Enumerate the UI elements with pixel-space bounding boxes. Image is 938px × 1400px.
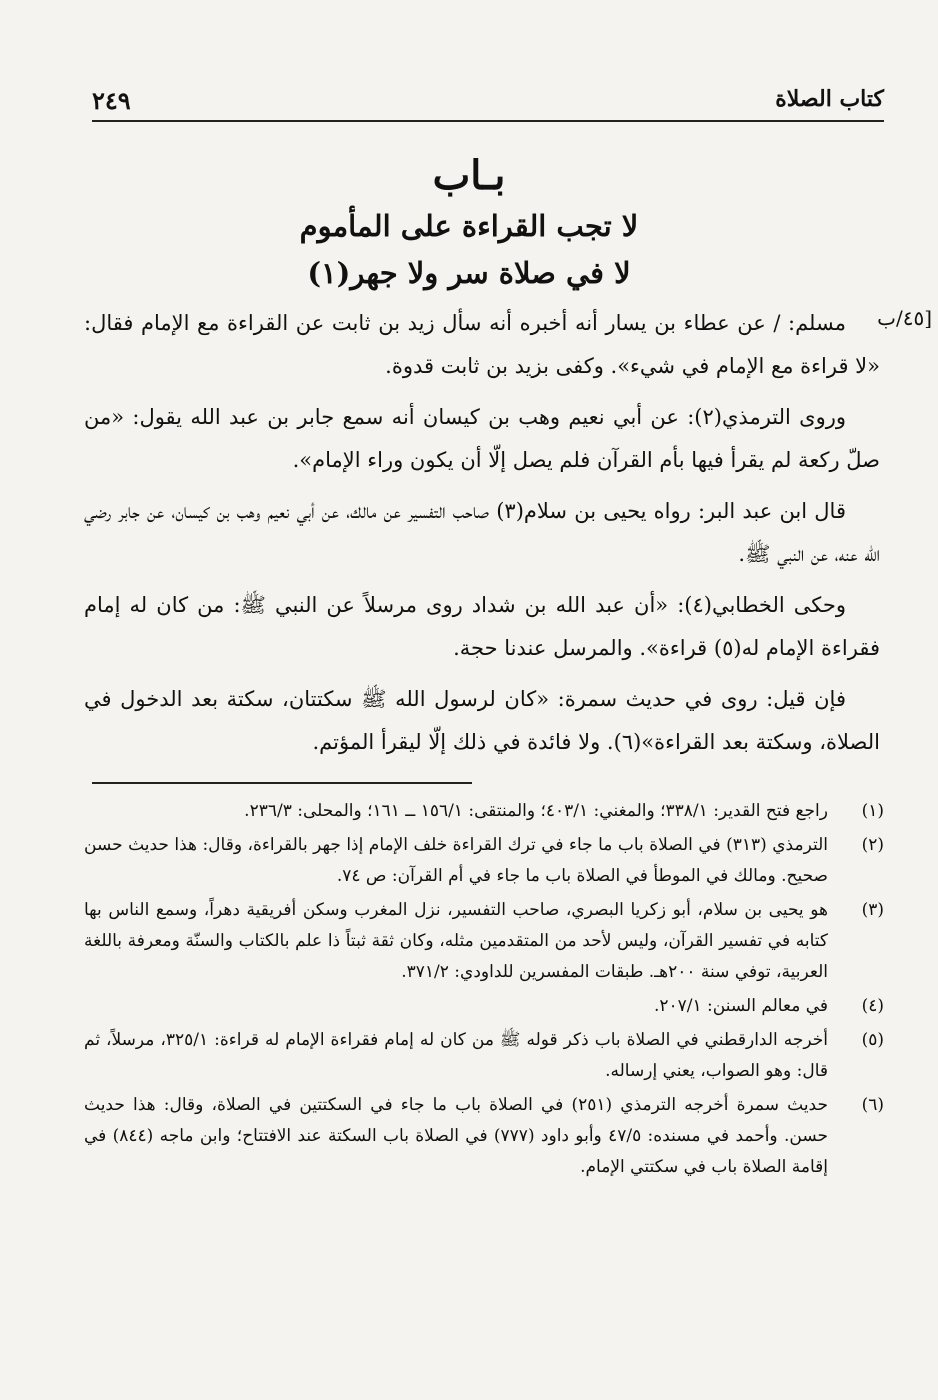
footnote-text: حديث سمرة أخرجه الترمذي (٢٥١) في الصلاة باب ما جاء في السكتتين في الصلاة، وقال: هذا حديث حسن. وأحمد في مسنده: ٤٧/٥ وأبو داود (٧٧٧) في الصلاة باب السكتة عند الافتتاح؛ وابن ماجه (٨٤٤) في إقامة الصلاة باب في سكتتي الإمام.	[84, 1095, 828, 1177]
chapter-title-line2: لا في صلاة سر ولا جهر(١)	[307, 256, 631, 290]
footnote-text: الترمذي (٣١٣) في الصلاة باب ما جاء في ترك القراءة خلف الإمام إذا جهر بالقراءة، وقال: هذا حديث حسن صحيح. ومالك في الموطأ في الصلاة باب ما جاء في أم القرآن: ص ٧٤.	[84, 835, 828, 886]
footnote	[84, 895, 884, 988]
chapter-heading	[0, 150, 938, 296]
book-title: كتاب الصلاة	[775, 86, 884, 112]
footnote-text: هو يحيى بن سلام، أبو زكريا البصري، صاحب التفسير، نزل المغرب وسكن أفريقية دهراً، وسمع الناس بها كتابه في تفسير القرآن، وليس لأحد من المتقدمين مثله، وكان ثقة ثبتاً ذا علم بالكتاب والسنّة ومعرفة باللغة العربية، توفي سنة ٢٠٠هـ. طبقات المفسرين للداودي: ٣٧١/٢.	[84, 900, 828, 982]
footnote	[84, 1090, 884, 1183]
footnote	[84, 1025, 884, 1087]
footnote	[84, 796, 884, 827]
page-number: ٢٤٩	[92, 86, 131, 115]
footnote-separator	[92, 782, 472, 784]
body-paragraph: فإن قيل: روى في حديث سمرة: «كان لرسول الله ﷺ سكتتان، سكتة بعد الدخول في الصلاة، وسكتة بعد القراءة»(٦). ولا فائدة في ذلك إلّا ليقرأ المؤتم.	[84, 687, 880, 754]
footnote-text: في معالم السنن: ٢٠٧/١.	[653, 996, 828, 1016]
body-paragraph: وحكى الخطابي(٤): «أن عبد الله بن شداد روى مرسلاً عن النبي ﷺ: من كان له إمام فقراءة الإمام له(٥) قراءة». والمرسل عندنا حجة.	[84, 593, 880, 660]
bab-heading: بـاب	[432, 152, 506, 199]
body-paragraph: وروى الترمذي(٢): عن أبي نعيم وهب بن كيسان أنه سمع جابر بن عبد الله يقول: «من صلّ ركعة لم يقرأ فيها بأم القرآن فلم يصل إلّا أن يكون وراء الإمام».	[84, 405, 880, 472]
footnote	[84, 991, 884, 1022]
body-paragraph: مسلم: / عن عطاء بن يسار أنه أخبره أنه سأل زيد بن ثابت عن القراءة مع الإمام فقال: «لا قراءة مع الإمام في شيء». وكفى بزيد بن ثابت قدوة.	[84, 311, 880, 378]
footnote-number: (٥)	[861, 1030, 884, 1050]
footnote-number: (٤)	[861, 996, 884, 1016]
footnote-text: أخرجه الدارقطني في الصلاة باب ذكر قوله ﷺ من كان له إمام فقراءة الإمام له قراءة: ٣٢٥/١، مرسلاً، ثم قال: وهو الصواب، يعني إرساله.	[84, 1030, 828, 1081]
footnote	[84, 830, 884, 892]
chapter-title-line1: لا تجب القراءة على المأموم	[299, 209, 639, 243]
body-paragraph: قال ابن عبد البر: رواه يحيى بن سلام(٣) صاحب التفسير عن مالك، عن أبي نعيم وهب بن كيسان، عن جابر رضي الله عنه، عن النبي ﷺ.	[84, 499, 880, 566]
footnote-number: (١)	[861, 801, 884, 821]
footnote-number: (٣)	[861, 900, 884, 920]
main-text	[84, 302, 880, 772]
footnote-number: (٦)	[861, 1095, 884, 1115]
footnote-number: (٢)	[861, 835, 884, 855]
manuscript-folio-marker: [٤٥/ب	[877, 306, 932, 330]
running-header	[92, 86, 884, 122]
footnotes	[84, 796, 884, 1186]
footnote-text: راجع فتح القدير: ٣٣٨/١؛ والمغني: ٤٠٣/١؛ والمنتقى: ١٥٦/١ ــ ١٦١؛ والمحلى: ٢٣٦/٣.	[244, 801, 828, 821]
